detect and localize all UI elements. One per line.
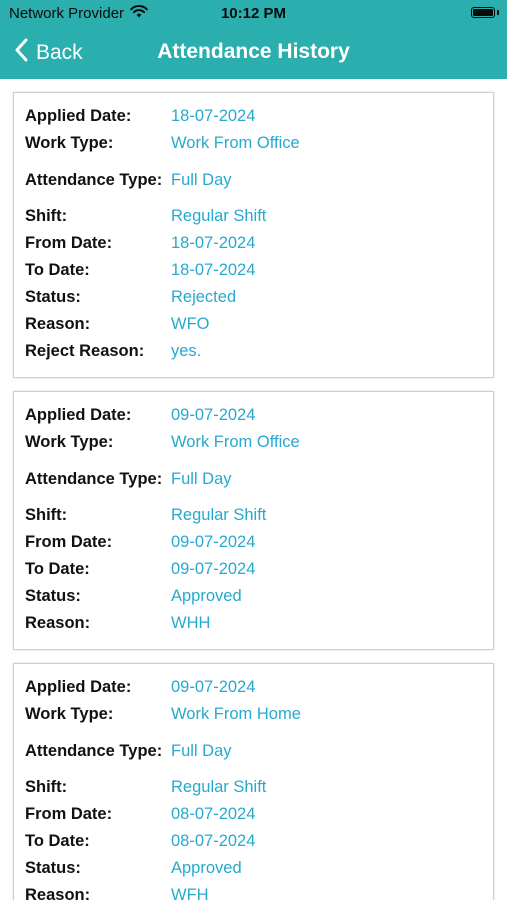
applied-date-row bbox=[25, 402, 493, 429]
to-date-row bbox=[25, 556, 493, 583]
attendance-card[interactable] bbox=[13, 92, 494, 378]
from-date-label: From Date: bbox=[25, 805, 113, 823]
status-label: Status: bbox=[25, 288, 81, 306]
applied-date-row bbox=[25, 674, 493, 701]
from-date-value: 18-07-2024 bbox=[171, 234, 256, 252]
work-type-row bbox=[25, 701, 493, 728]
reason-value: WFO bbox=[171, 315, 210, 333]
reject-reason-row bbox=[25, 338, 493, 365]
applied-date-value: 18-07-2024 bbox=[171, 107, 256, 125]
status-label: Status: bbox=[25, 859, 81, 877]
applied-date-label: Applied Date: bbox=[25, 107, 132, 125]
attendance-type-row bbox=[25, 456, 493, 502]
shift-label: Shift: bbox=[25, 778, 68, 796]
reason-row bbox=[25, 610, 493, 637]
work-type-label: Work Type: bbox=[25, 433, 114, 451]
shift-row bbox=[25, 203, 493, 230]
to-date-row bbox=[25, 257, 493, 284]
reason-row bbox=[25, 311, 493, 338]
reason-label: Reason: bbox=[25, 886, 91, 900]
to-date-label: To Date: bbox=[25, 261, 90, 279]
status-row bbox=[25, 855, 493, 882]
from-date-row bbox=[25, 801, 493, 828]
status-time: 10:12 PM bbox=[220, 5, 287, 22]
reason-row bbox=[25, 882, 493, 900]
to-date-label: To Date: bbox=[25, 560, 90, 578]
reason-label: Reason: bbox=[25, 315, 91, 333]
work-type-row bbox=[25, 429, 493, 456]
status-value: Approved bbox=[171, 859, 242, 877]
to-date-row bbox=[25, 828, 493, 855]
status-row bbox=[25, 284, 493, 311]
nav-bar bbox=[0, 28, 507, 79]
shift-label: Shift: bbox=[25, 506, 68, 524]
attendance-type-value: Full Day bbox=[171, 741, 232, 760]
applied-date-value: 09-07-2024 bbox=[171, 406, 256, 424]
to-date-value: 09-07-2024 bbox=[171, 560, 256, 578]
applied-date-row bbox=[25, 103, 493, 130]
applied-date-value: 09-07-2024 bbox=[171, 678, 256, 696]
shift-value: Regular Shift bbox=[171, 207, 267, 225]
to-date-value: 18-07-2024 bbox=[171, 261, 256, 279]
reason-label: Reason: bbox=[25, 614, 91, 632]
shift-value: Regular Shift bbox=[171, 778, 267, 796]
work-type-value: Work From Office bbox=[171, 433, 300, 451]
attendance-type-label: Attendance Type: bbox=[25, 469, 163, 488]
to-date-value: 08-07-2024 bbox=[171, 832, 256, 850]
work-type-label: Work Type: bbox=[25, 134, 114, 152]
reject-reason-label: Reject Reason: bbox=[25, 342, 145, 360]
work-type-label: Work Type: bbox=[25, 705, 114, 723]
status-row bbox=[25, 583, 493, 610]
reject-reason-value: yes. bbox=[171, 342, 202, 360]
work-type-row bbox=[25, 130, 493, 157]
carrier-label: Network Provider bbox=[9, 5, 125, 22]
battery-icon bbox=[471, 7, 495, 18]
reason-value: WFH bbox=[171, 886, 209, 900]
attendance-list[interactable] bbox=[0, 79, 507, 900]
from-date-value: 08-07-2024 bbox=[171, 805, 256, 823]
status-label: Status: bbox=[25, 587, 81, 605]
attendance-type-row bbox=[25, 157, 493, 203]
to-date-label: To Date: bbox=[25, 832, 90, 850]
applied-date-label: Applied Date: bbox=[25, 678, 132, 696]
from-date-row bbox=[25, 230, 493, 257]
from-date-label: From Date: bbox=[25, 234, 113, 252]
shift-row bbox=[25, 774, 493, 801]
from-date-label: From Date: bbox=[25, 533, 113, 551]
back-label: Back bbox=[36, 41, 83, 64]
applied-date-label: Applied Date: bbox=[25, 406, 132, 424]
attendance-type-value: Full Day bbox=[171, 170, 232, 189]
work-type-value: Work From Home bbox=[171, 705, 301, 723]
status-value: Rejected bbox=[171, 288, 237, 306]
work-type-value: Work From Office bbox=[171, 134, 300, 152]
shift-row bbox=[25, 502, 493, 529]
status-bar bbox=[0, 0, 507, 28]
from-date-value: 09-07-2024 bbox=[171, 533, 256, 551]
battery-tip bbox=[497, 10, 499, 15]
shift-value: Regular Shift bbox=[171, 506, 267, 524]
attendance-type-row bbox=[25, 728, 493, 774]
attendance-type-value: Full Day bbox=[171, 469, 232, 488]
status-value: Approved bbox=[171, 587, 242, 605]
attendance-card[interactable] bbox=[13, 391, 494, 650]
from-date-row bbox=[25, 529, 493, 556]
attendance-type-label: Attendance Type: bbox=[25, 170, 163, 189]
reason-value: WHH bbox=[171, 614, 211, 632]
attendance-type-label: Attendance Type: bbox=[25, 741, 163, 760]
shift-label: Shift: bbox=[25, 207, 68, 225]
page-title: Attendance History bbox=[157, 40, 350, 63]
attendance-card[interactable] bbox=[13, 663, 494, 900]
